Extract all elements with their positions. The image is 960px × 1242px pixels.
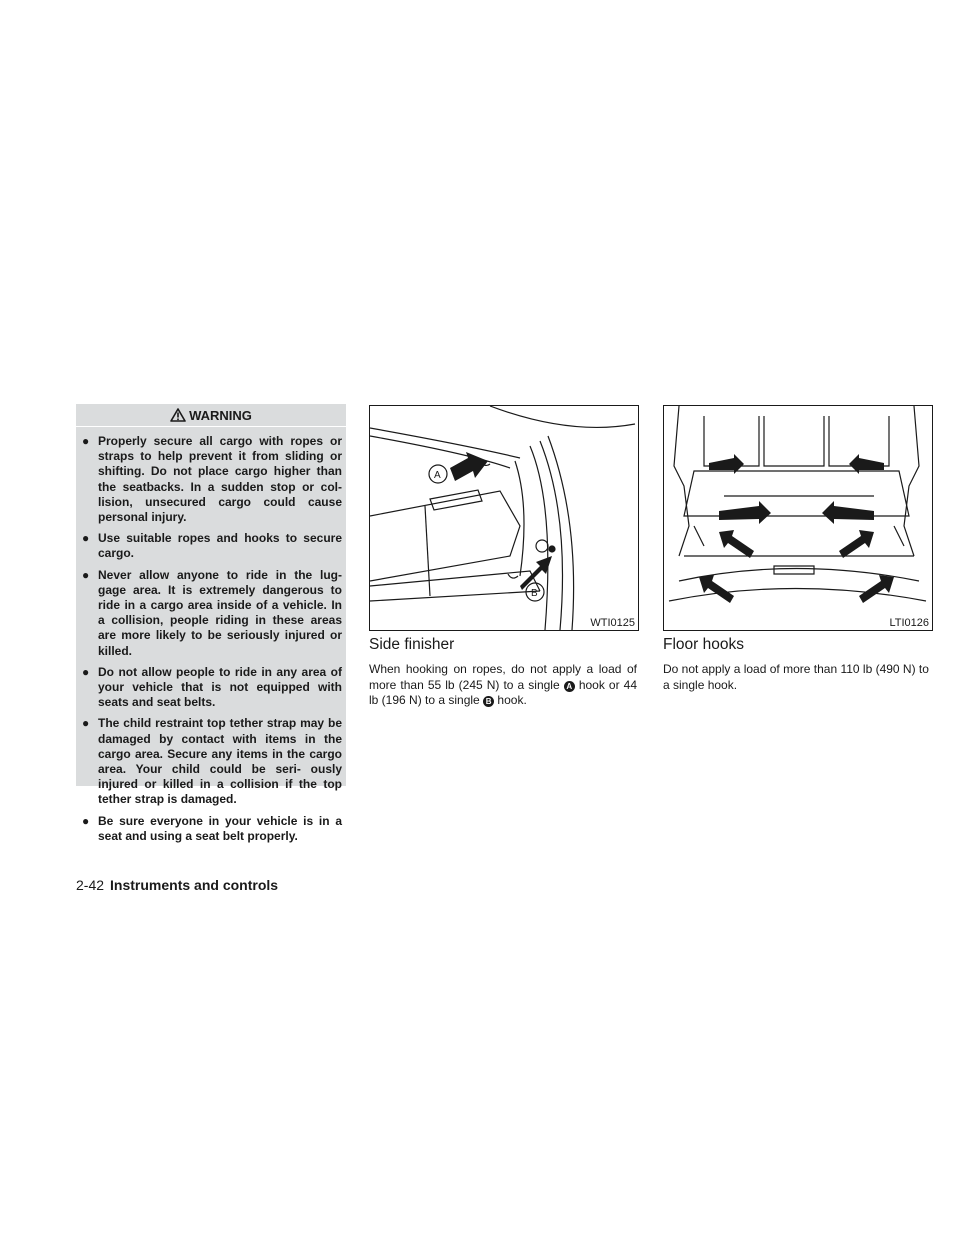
warning-item: ● Do not allow people to ride in any area of your vehicle that is not equipped with seats and seat belts. [82,664,342,710]
side-finisher-illustration [370,406,638,630]
side-finisher-text: When hooking on ropes, do not apply a load of more than 55 lb (245 N) to a single A hook or 44 lb (196 N) to a single B hook. [369,662,637,707]
warning-item: ● Never allow anyone to ride in the lug- gage area. It is extremely dangerous to ride in a cargo area inside of a vehicle. In a collision, people riding in these areas are more likely to be seriously injured or killed. [82,567,342,658]
warning-title: WARNING [189,407,252,423]
label-a: A [434,470,441,481]
warning-triangle-icon [170,408,186,422]
warning-header [76,404,346,427]
bullet: ● [82,531,90,546]
bullet: ● [82,434,90,448]
warning-item: ● Be sure everyone in your vehicle is in a seat and using a seat belt properly. [82,813,342,843]
warning-list [76,427,346,844]
bullet: ● [82,567,90,582]
floor-hooks-title: Floor hooks [663,636,744,653]
marker-b: B [483,696,494,707]
bullet: ● [82,813,90,828]
footer-section-title: Instruments and controls [110,877,279,893]
bullet: ● [82,664,90,679]
page-number: 2-42 [76,877,105,893]
warning-item: ● Properly secure all cargo with ropes or straps to help prevent it from sliding or shifting. Do not place cargo higher than the seatbacks. In a sudden stop or col- lision, unsecured cargo could cause personal injury. [82,434,342,525]
floor-hooks-text: Do not apply a load of more than 110 lb (490 N) to a single hook. [663,662,929,692]
floor-hooks-figure [663,405,933,631]
figure-id: WTI0125 [590,617,635,629]
side-finisher-figure [369,405,639,631]
warning-item: ● Use suitable ropes and hooks to secure cargo. [82,531,342,561]
warning-item: ● The child restraint top tether strap may be damaged by contact with items in the cargo area. Secure any items in the cargo area. Your child could be seri- ously injured or killed in a collision if the top tether strap is damaged. [82,716,342,807]
side-finisher-title: Side finisher [369,636,455,653]
marker-a: A [564,681,575,692]
bullet: ● [82,716,90,731]
label-b: B [531,588,538,599]
warning-box [76,404,346,843]
page-footer [76,877,278,893]
floor-hooks-illustration [664,406,932,630]
figure-id: LTI0126 [889,617,929,629]
